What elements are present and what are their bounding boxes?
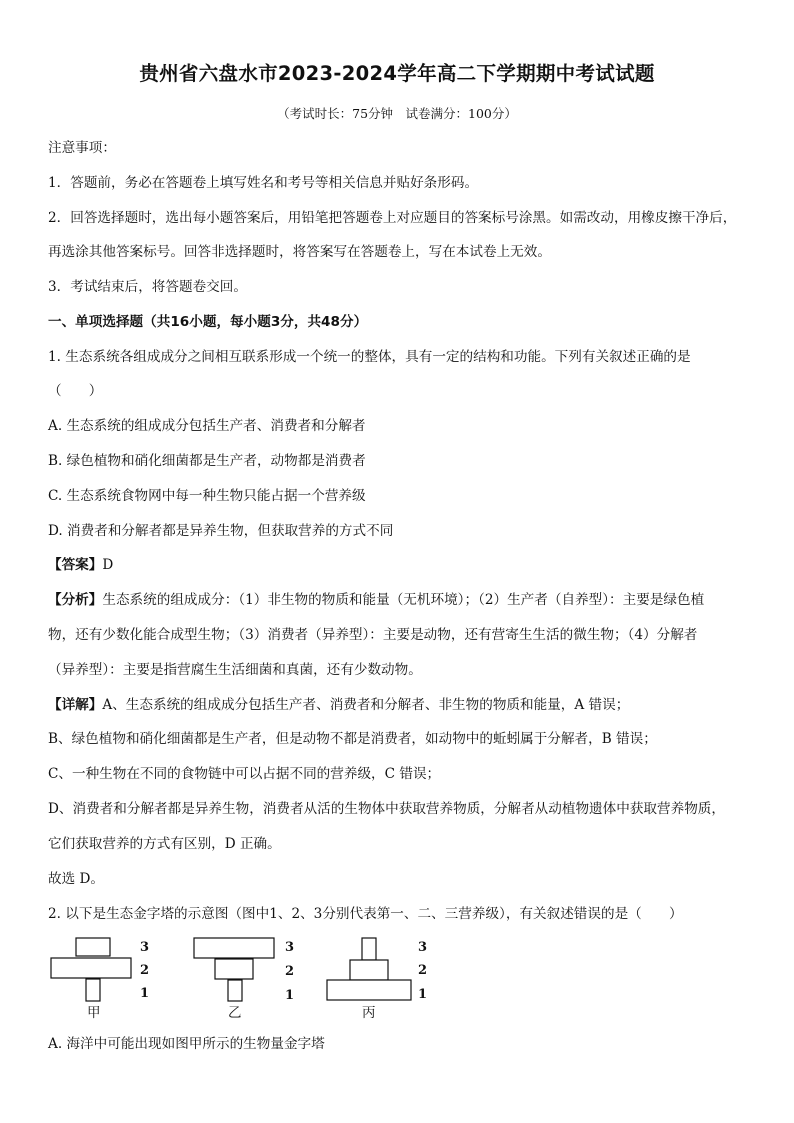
analysis-tag: 【分析】 (48, 592, 103, 608)
jia-label-2: 2 (140, 963, 150, 978)
bing-label-1: 1 (418, 987, 428, 1002)
section-heading: 一、单项选择题（共16小题，每小题3分，共48分） (48, 314, 368, 330)
q1-answer (48, 556, 758, 574)
pyramid-yi-level-2 (215, 959, 253, 979)
q1-option-a: A. 生态系统的组成成分包括生产者、消费者和分解者 (48, 418, 366, 434)
caption-bing: 丙 (362, 1005, 376, 1021)
pyramid-diagram (40, 930, 460, 1025)
caption-yi: 乙 (228, 1005, 242, 1021)
q1-stem-line-2: （ ） (48, 383, 103, 399)
q1-option-d: D. 消费者和分解者都是异养生物，但获取营养的方式不同 (48, 523, 394, 539)
notice-item-2-line-1: 2．回答选择题时，选出每小题答案后，用铅笔把答题卷上对应题目的答案标号涂黑。如需改动，用橡皮擦干净后， (48, 210, 737, 226)
detail-tag: 【详解】 (48, 697, 103, 713)
q1-detail-d-line-2: 它们获取营养的方式有区别，D 正确。 (48, 836, 281, 852)
pyramid-bing-level-2 (350, 960, 388, 980)
page-title: 贵州省六盘水市2023-2024学年高二下学期期中考试试题 (139, 62, 655, 85)
analysis-text: 生态系统的组成成分：（1）非生物的物质和能量（无机环境）；（2）生产者（自养型）：主要是绿色植 (102, 592, 705, 608)
pyramid-yi-level-3 (194, 938, 274, 958)
q1-detail-d-line-1: D、消费者和分解者都是异养生物，消费者从活的生物体中获取营养物质，分解者从动植物遗体中获取营养物质， (48, 801, 725, 817)
pyramid-bing-level-1 (327, 980, 411, 1000)
q1-detail-c: C、一种生物在不同的食物链中可以占据不同的营养级，C 错误； (48, 766, 441, 782)
notice-heading: 注意事项： (48, 140, 116, 156)
yi-label-1: 1 (285, 988, 295, 1003)
q1-option-b: B. 绿色植物和硝化细菌都是生产者，动物都是消费者 (48, 453, 366, 469)
notice-item-3: 3．考试结束后，将答题卷交回。 (48, 279, 247, 295)
ecological-pyramid-figure (40, 930, 460, 1025)
q1-detail-a (48, 696, 758, 714)
q1-analysis-line-2: 物，还有少数化能合成型生物；（3）消费者（异养型）：主要是动物，还有营寄生生活的微生物；（4）分解者 (48, 627, 698, 643)
q1-detail-b: B、绿色植物和硝化细菌都是生产者，但是动物不都是消费者，如动物中的蚯蚓属于分解者，B 错误； (48, 731, 657, 747)
yi-label-2: 2 (285, 964, 295, 979)
exam-duration-info: （考试时长：75分钟 试卷满分：100分） (277, 106, 517, 121)
bing-label-2: 2 (418, 963, 428, 978)
q1-stem-line-1: 1. 生态系统各组成成分之间相互联系形成一个统一的整体，具有一定的结构和功能。下列有关叙述正确的是 (48, 349, 691, 365)
notice-item-2-line-2: 再选涂其他答案标号。回答非选择题时，将答案写在答题卷上，写在本试卷上无效。 (48, 244, 551, 260)
pyramid-bing-level-3 (362, 938, 376, 960)
q1-analysis-line-1 (48, 591, 758, 609)
pyramid-jia-level-2 (51, 958, 131, 978)
answer-value: D (102, 557, 114, 573)
caption-jia: 甲 (87, 1005, 101, 1021)
q2-option-a: A. 海洋中可能出现如图甲所示的生物量金字塔 (48, 1036, 325, 1052)
q1-analysis-line-3: （异养型）：主要是指营腐生生活细菌和真菌，还有少数动物。 (48, 662, 422, 678)
q1-option-c: C. 生态系统食物网中每一种生物只能占据一个营养级 (48, 488, 366, 504)
detail-a-text: A、生态系统的组成成分包括生产者、消费者和分解者、非生物的物质和能量，A 错误； (102, 697, 630, 713)
pyramid-jia-level-3 (76, 938, 110, 956)
jia-label-1: 1 (140, 986, 150, 1001)
yi-label-3: 3 (285, 940, 295, 955)
q2-stem: 2. 以下是生态金字塔的示意图（图中1、2、3分别代表第一、二、三营养级），有关叙述错误的是（ ） (48, 906, 683, 922)
answer-tag: 【答案】 (48, 557, 103, 573)
jia-label-3: 3 (140, 940, 150, 955)
notice-item-1: 1．答题前，务必在答题卷上填写姓名和考号等相关信息并贴好条形码。 (48, 175, 479, 191)
pyramid-jia-level-1 (86, 979, 100, 1001)
bing-label-3: 3 (418, 940, 428, 955)
pyramid-yi-level-1 (228, 980, 242, 1001)
q1-conclusion: 故选 D。 (48, 871, 105, 887)
